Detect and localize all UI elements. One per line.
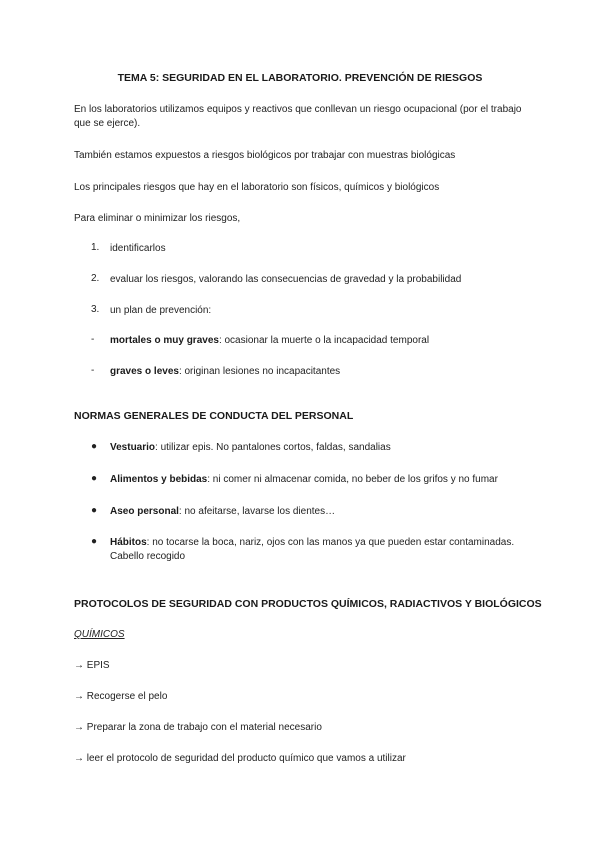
rule-item-1 <box>110 441 540 455</box>
rule-desc: : ni comer ni almacenar comida, no beber de los grifos y no fumar <box>207 474 498 485</box>
rule-term: Aseo personal <box>110 506 179 517</box>
severity-item-2 <box>110 365 530 379</box>
chem-item-4: → leer el protocolo de seguridad del producto químico que vamos a utilizar <box>74 753 406 764</box>
intro-paragraph-2: También estamos expuestos a riesgos biológicos por trabajar con muestras biológicas <box>74 150 456 161</box>
severity-term: mortales o muy graves <box>110 335 219 346</box>
section-heading-protocols: PROTOCOLOS DE SEGURIDAD CON PRODUCTOS QUÍMICOS, RADIACTIVOS Y BIOLÓGICOS <box>74 598 542 610</box>
chem-item-1: → EPIS <box>74 660 110 671</box>
section-heading-conduct: NORMAS GENERALES DE CONDUCTA DEL PERSONAL <box>74 410 354 422</box>
severity-item-1 <box>110 334 530 348</box>
bullet-icon: ● <box>91 473 98 484</box>
intro-paragraph-3: Los principales riesgos que hay en el laboratorio son físicos, químicos y biológicos <box>74 182 440 193</box>
intro-paragraph-4: Para eliminar o minimizar los riesgos, <box>74 213 241 224</box>
subheading-chemical: QUÍMICOS <box>74 629 125 640</box>
step-text-3: un plan de prevención: <box>110 305 212 316</box>
bullet-icon: ● <box>91 441 98 452</box>
severity-desc: : ocasionar la muerte o la incapacidad temporal <box>218 335 430 346</box>
rule-item-3 <box>110 505 540 519</box>
step-text-1: identificarlos <box>110 243 166 254</box>
chem-item-2: → Recogerse el pelo <box>74 691 168 702</box>
dash-marker: - <box>91 365 95 376</box>
rule-item-4 <box>110 536 540 564</box>
severity-desc: : originan lesiones no incapacitantes <box>178 366 341 377</box>
rule-term: Alimentos y bebidas <box>110 474 208 485</box>
severity-term: graves o leves <box>110 366 179 377</box>
bullet-icon: ● <box>91 505 98 516</box>
rule-item-2 <box>110 473 540 487</box>
step-number-3: 3. <box>91 304 100 315</box>
page-title: TEMA 5: SEGURIDAD EN EL LABORATORIO. PREVENCIÓN DE RIESGOS <box>117 72 483 84</box>
rule-desc: : no afeitarse, lavarse los dientes… <box>178 506 336 517</box>
rule-term: Hábitos <box>110 537 147 548</box>
chem-item-3: → Preparar la zona de trabajo con el material necesario <box>74 722 322 733</box>
rule-desc: : utilizar epis. No pantalones cortos, faldas, sandalias <box>155 442 391 453</box>
rule-term: Vestuario <box>110 442 156 453</box>
dash-marker: - <box>91 334 95 345</box>
bullet-icon: ● <box>91 536 98 547</box>
step-number-1: 1. <box>91 242 100 253</box>
step-number-2: 2. <box>91 273 100 284</box>
intro-paragraph-1: En los laboratorios utilizamos equipos y reactivos que conllevan un riesgo ocupacional (por el trabajo que se ejerce). <box>74 104 522 129</box>
step-text-2: evaluar los riesgos, valorando las consecuencias de gravedad y la probabilidad <box>110 274 462 285</box>
rule-desc: : no tocarse la boca, nariz, ojos con las manos ya que pueden estar contaminadas. Cabello recogido <box>110 537 515 562</box>
